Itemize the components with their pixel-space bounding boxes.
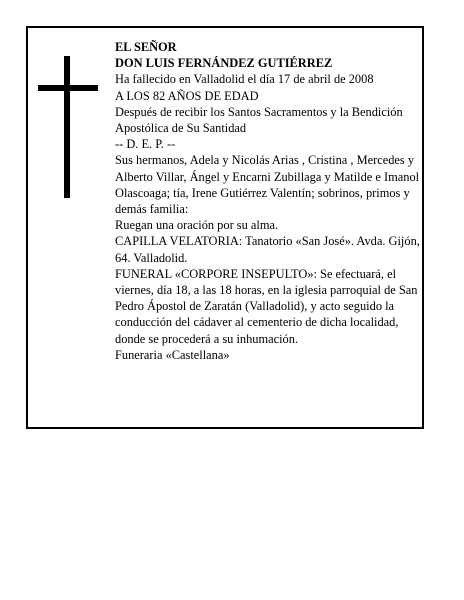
obituary-notice <box>26 26 424 429</box>
age-line: A LOS 82 AÑOS DE EDAD <box>115 88 259 103</box>
funeral-line: FUNERAL «CORPORE INSEPULTO»: Se efectuará, el viernes, día 18, a las 18 horas, en la iglesia parroquial de San Pedro Ápostol de Zaratán (Valladolid), y acto seguido la conducción del cádaver al cementerio de dicha localidad, donde se procederá a su inhumación. <box>115 266 418 346</box>
cross-horizontal-bar <box>38 85 98 91</box>
title-line-1: EL SEÑOR <box>115 40 177 54</box>
cross-icon <box>38 56 98 198</box>
deceased-name: DON LUIS FERNÁNDEZ GUTIÉRREZ <box>115 56 333 71</box>
cross-vertical-bar <box>64 56 70 198</box>
sacraments-line: Después de recibir los Santos Sacramentos y la Bendición Apostólica de Su Santidad <box>115 104 403 136</box>
family-line: Sus hermanos, Adela y Nicolás Arias , Cristina , Mercedes y Alberto Villar, Ángel y Encarni Zubillaga y Matilde e Imanol Olascoaga; tía, Irene Gutiérrez Valentín; sobrinos, primos y demás familia: <box>115 153 420 217</box>
obituary-text <box>115 39 425 363</box>
chapel-line: CAPILLA VELATORIA: Tanatorio «San José». Avda. Gijón, 64. Valladolid. <box>115 234 420 265</box>
prayer-line: Ruegan una oración por su alma. <box>115 218 279 233</box>
funeral-home-line: Funeraria «Castellana» <box>115 347 230 362</box>
death-info: Ha fallecido en Valladolid el día 17 de abril de 2008 <box>115 72 374 87</box>
rip-line: -- D. E. P. -- <box>115 137 176 152</box>
